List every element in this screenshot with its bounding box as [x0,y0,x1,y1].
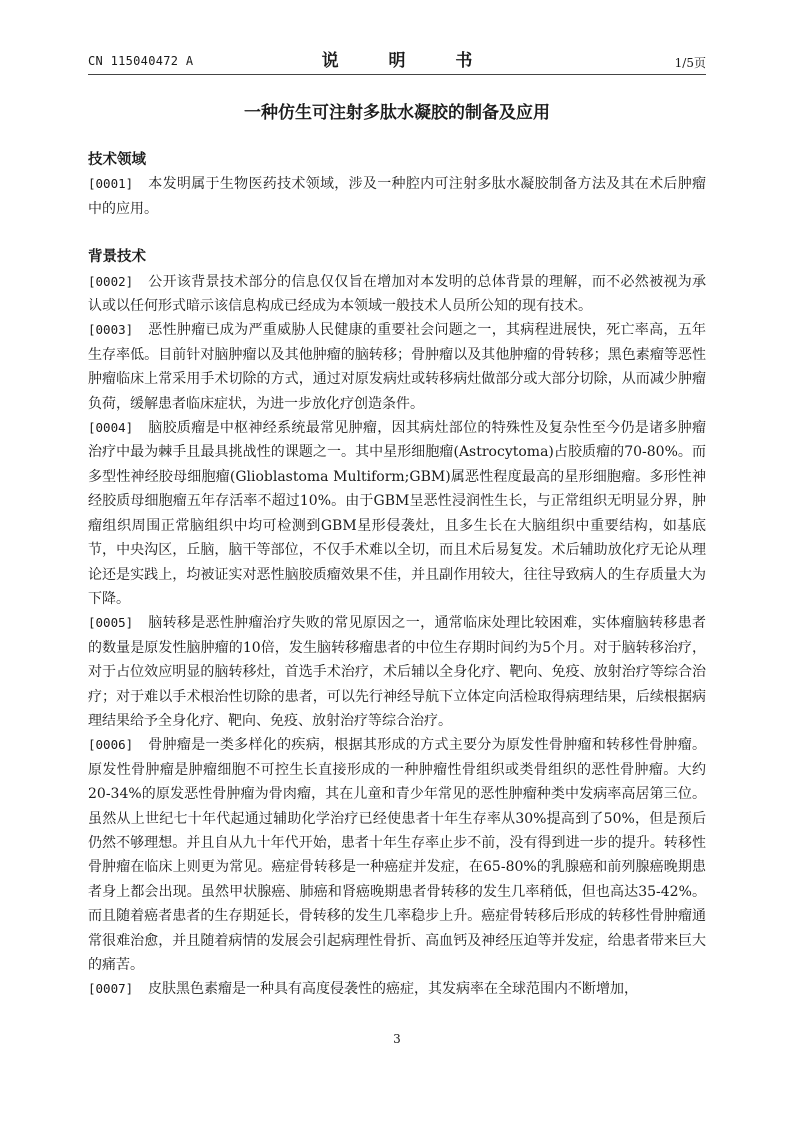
document-number: CN 115040472 A [88,54,194,68]
section-technical-field [88,148,706,221]
section-background [88,245,706,1002]
paragraph-number: [0007] [88,981,134,997]
paragraph-0004 [88,416,706,611]
paragraph-number: [0002] [88,273,134,289]
section-heading: 背景技术 [88,249,146,266]
paragraph-0007 [88,977,706,1001]
paragraph-text: 恶性肿瘤已成为严重威胁人民健康的重要社会问题之一，其病程进展快，死亡率高，五年生存率低。目前针对脑肿瘤以及其他肿瘤的脑转移；骨肿瘤以及其他肿瘤的骨转移；黑色素瘤等恶性肿瘤临床上常采用手术切除的方式，通过对原发病灶或转移病灶做部分或大部分切除，从而减少肿瘤负荷，缓解患者临床症状，为进一步放化疗创造条件。 [88,322,706,412]
document-type: 说 明 书 [321,51,495,71]
paragraph-number: [0001] [88,176,134,192]
paragraph-0001 [88,172,706,221]
page-count: 1/5页 [674,56,706,70]
section-heading: 技术领域 [88,152,146,168]
paragraph-text: 本发明属于生物医药技术领域，涉及一种腔内可注射多肽水凝胶制备方法及其在术后肿瘤中的应用。 [88,176,706,217]
paragraph-number: [0003] [88,322,134,338]
paragraph-number: [0006] [88,737,134,753]
paragraph-number: [0004] [88,420,134,436]
paragraph-0003 [88,318,706,416]
page-header [88,46,706,74]
page-number: 3 [393,1032,401,1046]
document-body [88,148,706,1002]
paragraph-text: 脑胶质瘤是中枢神经系统最常见肿瘤，因其病灶部位的特殊性及复杂性至今仍是诸多肿瘤治疗中最为棘手且最具挑战性的课题之一。其中星形细胞瘤(Astrocytoma)占胶质瘤的70-80%。而多型性神经胶母细胞瘤(Glioblastoma Multiform;GBM)属恶性程度最高的星形细胞瘤。多形性神经胶质母细胞瘤五年存活率不超过10%。由于GBM呈恶性浸润性生长，与正常组织无明显分界，肿瘤组织周围正常脑组织中均可检测到GBM星形侵袭灶，且多生长在大脑组织中重要结构，如基底节，中央沟区，丘脑，脑干等部位，不仅手术难以全切，而且术后易复发。术后辅助放化疗无论从理论还是实践上，均被证实对恶性脑胶质瘤效果不佳，并且副作用较大，往往导致病人的生存质量大为下降。 [88,420,706,607]
document-title: 一种仿生可注射多肽水凝胶的制备及应用 [244,103,550,123]
paragraph-0002 [88,270,706,319]
paragraph-text: 公开该背景技术部分的信息仅仅旨在增加对本发明的总体背景的理解，而不必然被视为承认或以任何形式暗示该信息构成已经成为本领域一般技术人员所公知的现有技术。 [88,273,706,315]
paragraph-text: 骨肿瘤是一类多样化的疾病，根据其形成的方式主要分为原发性骨肿瘤和转移性骨肿瘤。原发性骨肿瘤是肿瘤细胞不可控生长直接形成的一种肿瘤性骨组织或类骨组织的恶性骨肿瘤。大约20-34%的原发恶性骨肿瘤为骨肉瘤，其在儿童和青少年常见的恶性肿瘤种类中发病率高居第三位。虽然从上世纪七十年代起通过辅助化学治疗已经使患者十年生存率从30%提高到了50%，但是预后仍然不够理想。并且自从九十年代开始，患者十年生存率止步不前，没有得到进一步的提升。转移性骨肿瘤在临床上则更为常见。癌症骨转移是一种癌症并发症，在65-80%的乳腺癌和前列腺癌晚期患者身上都会出现。虽然甲状腺癌、肺癌和肾癌晚期患者骨转移的发生几率稍低，但也高达35-42%。而且随着癌者患者的生存期延长，骨转移的发生几率稳步上升。癌症骨转移后形成的转移性骨肿瘤通常很难治愈，并且随着病情的发展会引起病理性骨折、高血钙及神经压迫等并发症，给患者带来巨大的痛苦。 [88,737,706,973]
paragraph-text: 脑转移是恶性肿瘤治疗失败的常见原因之一，通常临床处理比较困难，实体瘤脑转移患者的数量是原发性脑肿瘤的10倍，发生脑转移瘤患者的中位生存期时间约为5个月。对于脑转移治疗，对于占位效应明显的脑转移灶，首选手术治疗，术后辅以全身化疗、靶向、免疫、放射治疗等综合治疗；对于难以手术根治性切除的患者，可以先行神经导航下立体定向活检取得病理结果，后续根据病理结果给予全身化疗、靶向、免疫、放射治疗等综合治疗。 [88,615,706,729]
paragraph-0005 [88,611,706,733]
paragraph-text: 皮肤黑色素瘤是一种具有高度侵袭性的癌症，其发病率在全球范围内不断增加， [148,981,638,998]
header-rule [88,74,706,75]
paragraph-number: [0005] [88,615,134,631]
paragraph-0006 [88,733,706,977]
